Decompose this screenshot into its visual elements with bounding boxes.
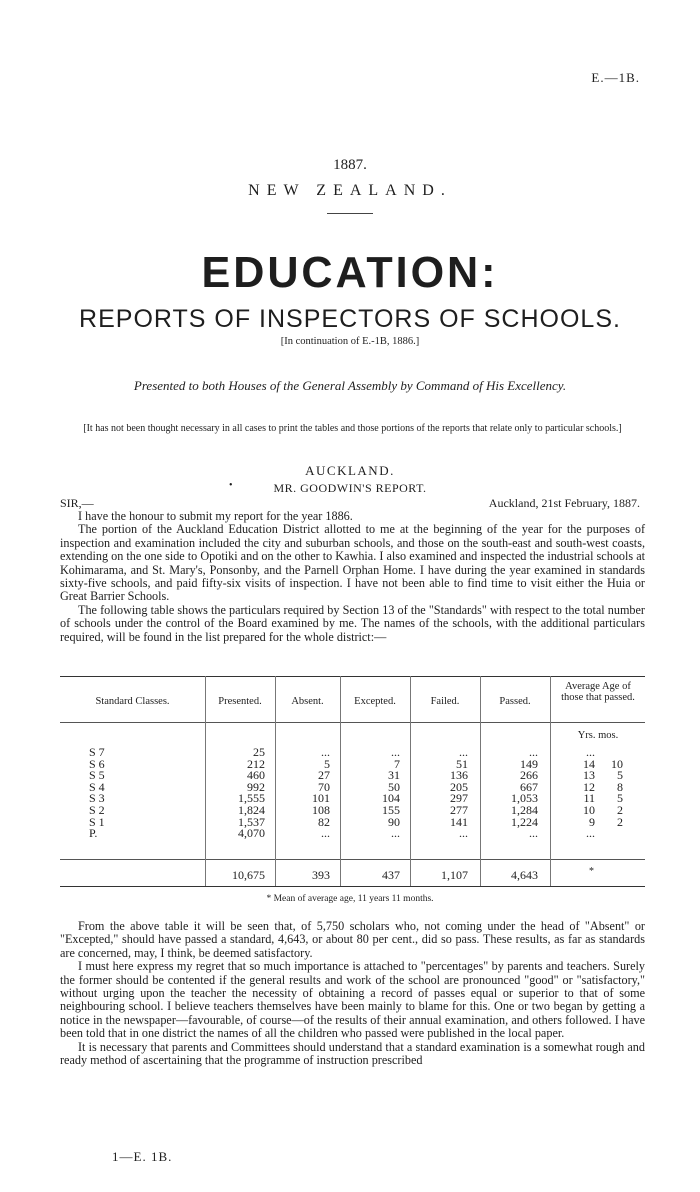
table-cell-yrs: 11	[583, 791, 595, 806]
report-body-bottom	[60, 920, 645, 1067]
paragraph: The portion of the Auckland Education District allotted to me at the beginning of the year for the purposes of inspection and examination included the city and suburban schools, and those on the south-east and south-west coasts, extending on the one side to Opotiki and on the other to Kawhia. I also examined and inspected the industrial schools at Kohimarama, and St. Mary's, Ponsonby, and the Parnell Orphan Home. I have during the year examined in standards sixty-five schools, and paid fifty-six visits of inspection. I have not been able to find time to visit either the Huia or Great Barrier Schools.	[60, 522, 645, 604]
table-cell-mos: 5	[617, 768, 623, 783]
standard-class-label: S 2	[89, 803, 105, 817]
country-heading: NEW ZEALAND.	[248, 182, 452, 199]
standard-class-label: S 6	[89, 756, 105, 771]
paragraph: It is necessary that parents and Committees should understand that a standard examination is a somewhat rough and ready method of ascertaining that the programme of instruction prescribed	[60, 1039, 645, 1068]
table-cell-passed: 1,224	[511, 814, 538, 829]
column-divider	[205, 676, 206, 886]
table-cell-absent: 108	[312, 803, 330, 817]
table-cell-passed: 1,053	[511, 791, 538, 806]
total-absent: 393	[312, 868, 330, 882]
total-failed: 1,107	[441, 868, 468, 882]
table-cell-presented: 1,824	[238, 803, 265, 817]
header-standard-classes: Standard Classes.	[95, 696, 170, 707]
table-cell-excepted: ...	[391, 826, 400, 841]
header-presented: Presented.	[218, 696, 262, 707]
total-passed: 4,643	[511, 868, 538, 882]
table-cell-presented: 1,537	[238, 814, 265, 829]
table-cell-yrs: 10	[583, 803, 595, 817]
report-author-heading: MR. GOODWIN'S REPORT.	[273, 481, 427, 495]
region-heading: AUCKLAND.	[305, 463, 395, 478]
table-cell-excepted: 90	[388, 814, 400, 829]
table-cell-excepted: 104	[382, 791, 400, 806]
table-cell-yrs: 9	[589, 814, 595, 829]
table-cell-failed: ...	[459, 745, 468, 759]
standard-class-label: S 3	[89, 791, 105, 806]
table-cell-presented: 992	[247, 779, 265, 794]
table-cell-presented: 1,555	[238, 791, 265, 806]
table-cell-absent: 101	[312, 791, 330, 806]
table-cell-mos: 5	[617, 791, 623, 806]
table-cell-yrs: ...	[586, 745, 595, 759]
report-body-top	[60, 510, 645, 644]
table-cell-mos: 8	[617, 779, 623, 794]
total-excepted: 437	[382, 868, 400, 882]
table-top-rule	[60, 676, 645, 677]
table-cell-failed: 141	[450, 814, 468, 829]
table-cell-yrs: 13	[583, 768, 595, 783]
table-cell-mos: 2	[617, 803, 623, 817]
table-cell-absent: 70	[318, 779, 330, 794]
table-cell-failed: 297	[450, 791, 468, 806]
table-cell-passed: ...	[529, 745, 538, 759]
header-excepted: Excepted.	[354, 696, 396, 707]
total-age-mark: *	[589, 866, 594, 877]
table-cell-excepted: ...	[391, 745, 400, 759]
table-cell-yrs: 14	[583, 756, 595, 771]
table-cell-passed: 667	[520, 779, 538, 794]
heading-divider	[327, 213, 373, 214]
paragraph: The following table shows the particulars required by Section 13 of the "Standards" with respect to the total number of schools under the control of the Board examined by me. The names of the schools, with the additional particulars required, will be found in the list prepared for the whole district:—	[60, 602, 645, 644]
table-footnote: * Mean of average age, 11 years 11 months.	[266, 894, 434, 904]
standard-class-label: S 1	[89, 814, 105, 829]
table-cell-yrs: 12	[583, 779, 595, 794]
standard-class-label: S 5	[89, 768, 105, 783]
table-cell-failed: 277	[450, 803, 468, 817]
table-cell-passed: 266	[520, 768, 538, 783]
continuation-note: [In continuation of E.-1B, 1886.]	[280, 336, 420, 347]
table-cell-passed: 149	[520, 756, 538, 771]
table-cell-failed: 136	[450, 768, 468, 783]
column-divider	[550, 676, 551, 886]
editorial-note: [It has not been thought necessary in all cases to print the tables and those portions of the reports that relate only to particular schools.]	[83, 423, 622, 434]
table-cell-absent: 27	[318, 768, 330, 783]
salutation: SIR,—	[60, 496, 94, 510]
total-presented: 10,675	[232, 868, 265, 882]
table-cell-presented: 4,070	[238, 826, 265, 841]
table-cell-mos: 2	[617, 814, 623, 829]
table-cell-absent: 82	[318, 814, 330, 829]
table-cell-absent: 5	[324, 756, 330, 771]
table-cell-absent: ...	[321, 826, 330, 841]
table-cell-yrs: ...	[586, 826, 595, 841]
table-cell-failed: 51	[456, 756, 468, 771]
table-cell-failed: 205	[450, 779, 468, 794]
header-rule	[60, 722, 645, 723]
page-footer: 1—E. 1B.	[112, 1149, 173, 1164]
header-passed: Passed.	[499, 696, 531, 707]
standard-class-label: S 7	[89, 745, 105, 759]
table-cell-excepted: 31	[388, 768, 400, 783]
header-failed: Failed.	[430, 696, 460, 707]
table-cell-excepted: 50	[388, 779, 400, 794]
table-cell-excepted: 155	[382, 803, 400, 817]
table-bottom-rule	[60, 886, 645, 887]
header-average-age: Average Age of those that passed.	[561, 681, 635, 703]
table-cell-failed: ...	[459, 826, 468, 841]
document-year: 1887.	[333, 157, 367, 173]
presented-line: Presented to both Houses of the General Assembly by Command of His Excellency.	[133, 378, 567, 393]
table-cell-mos: 10	[611, 756, 623, 771]
totals-rule	[60, 859, 645, 860]
standards-table	[60, 676, 645, 906]
paragraph: I have the honour to submit my report for the year 1886.	[78, 509, 353, 523]
table-cell-excepted: 7	[394, 756, 400, 771]
report-reference-code: E.—1B.	[591, 70, 640, 85]
standard-class-label: S 4	[89, 779, 105, 794]
table-cell-presented: 25	[253, 745, 265, 759]
paragraph: I must here express my regret that so much importance is attached to "percentages" by parents and teachers. Surely the former should be contented if the general results and work of the school are pronounced "good" or "satisfactory," without urging upon the teacher the necessity of obtaining a record of passes equal or superior to that of some neighbouring school. I believe teachers themselves have been mainly to blame for this. One or two began by getting a notice in the newspaper—favourable, of course—of the results of their annual examination, and others followed. I have been told that in one district the names of all the children who passed were published in the local paper.	[60, 959, 645, 1041]
age-units: Yrs. mos.	[577, 730, 619, 741]
document-subtitle: REPORTS OF INSPECTORS OF SCHOOLS.	[79, 305, 621, 333]
table-cell-passed: 1,284	[511, 803, 538, 817]
paragraph: From the above table it will be seen that, of 5,750 scholars who, not coming under the head of "Absent" or "Excepted," should have passed a standard, 4,643, or about 80 per cent., did so pass. These results, as far as standards are concerned, may, I think, be deemed satisfactory.	[60, 919, 645, 960]
header-absent: Absent.	[291, 696, 324, 707]
dateline: Auckland, 21st February, 1887.	[488, 496, 640, 510]
table-cell-presented: 460	[247, 768, 265, 783]
stray-mark: •	[229, 480, 233, 491]
standard-class-label: P.	[89, 826, 98, 841]
document-title: EDUCATION:	[201, 248, 499, 297]
table-cell-passed: ...	[529, 826, 538, 841]
table-cell-absent: ...	[321, 745, 330, 759]
table-cell-presented: 212	[247, 756, 265, 771]
